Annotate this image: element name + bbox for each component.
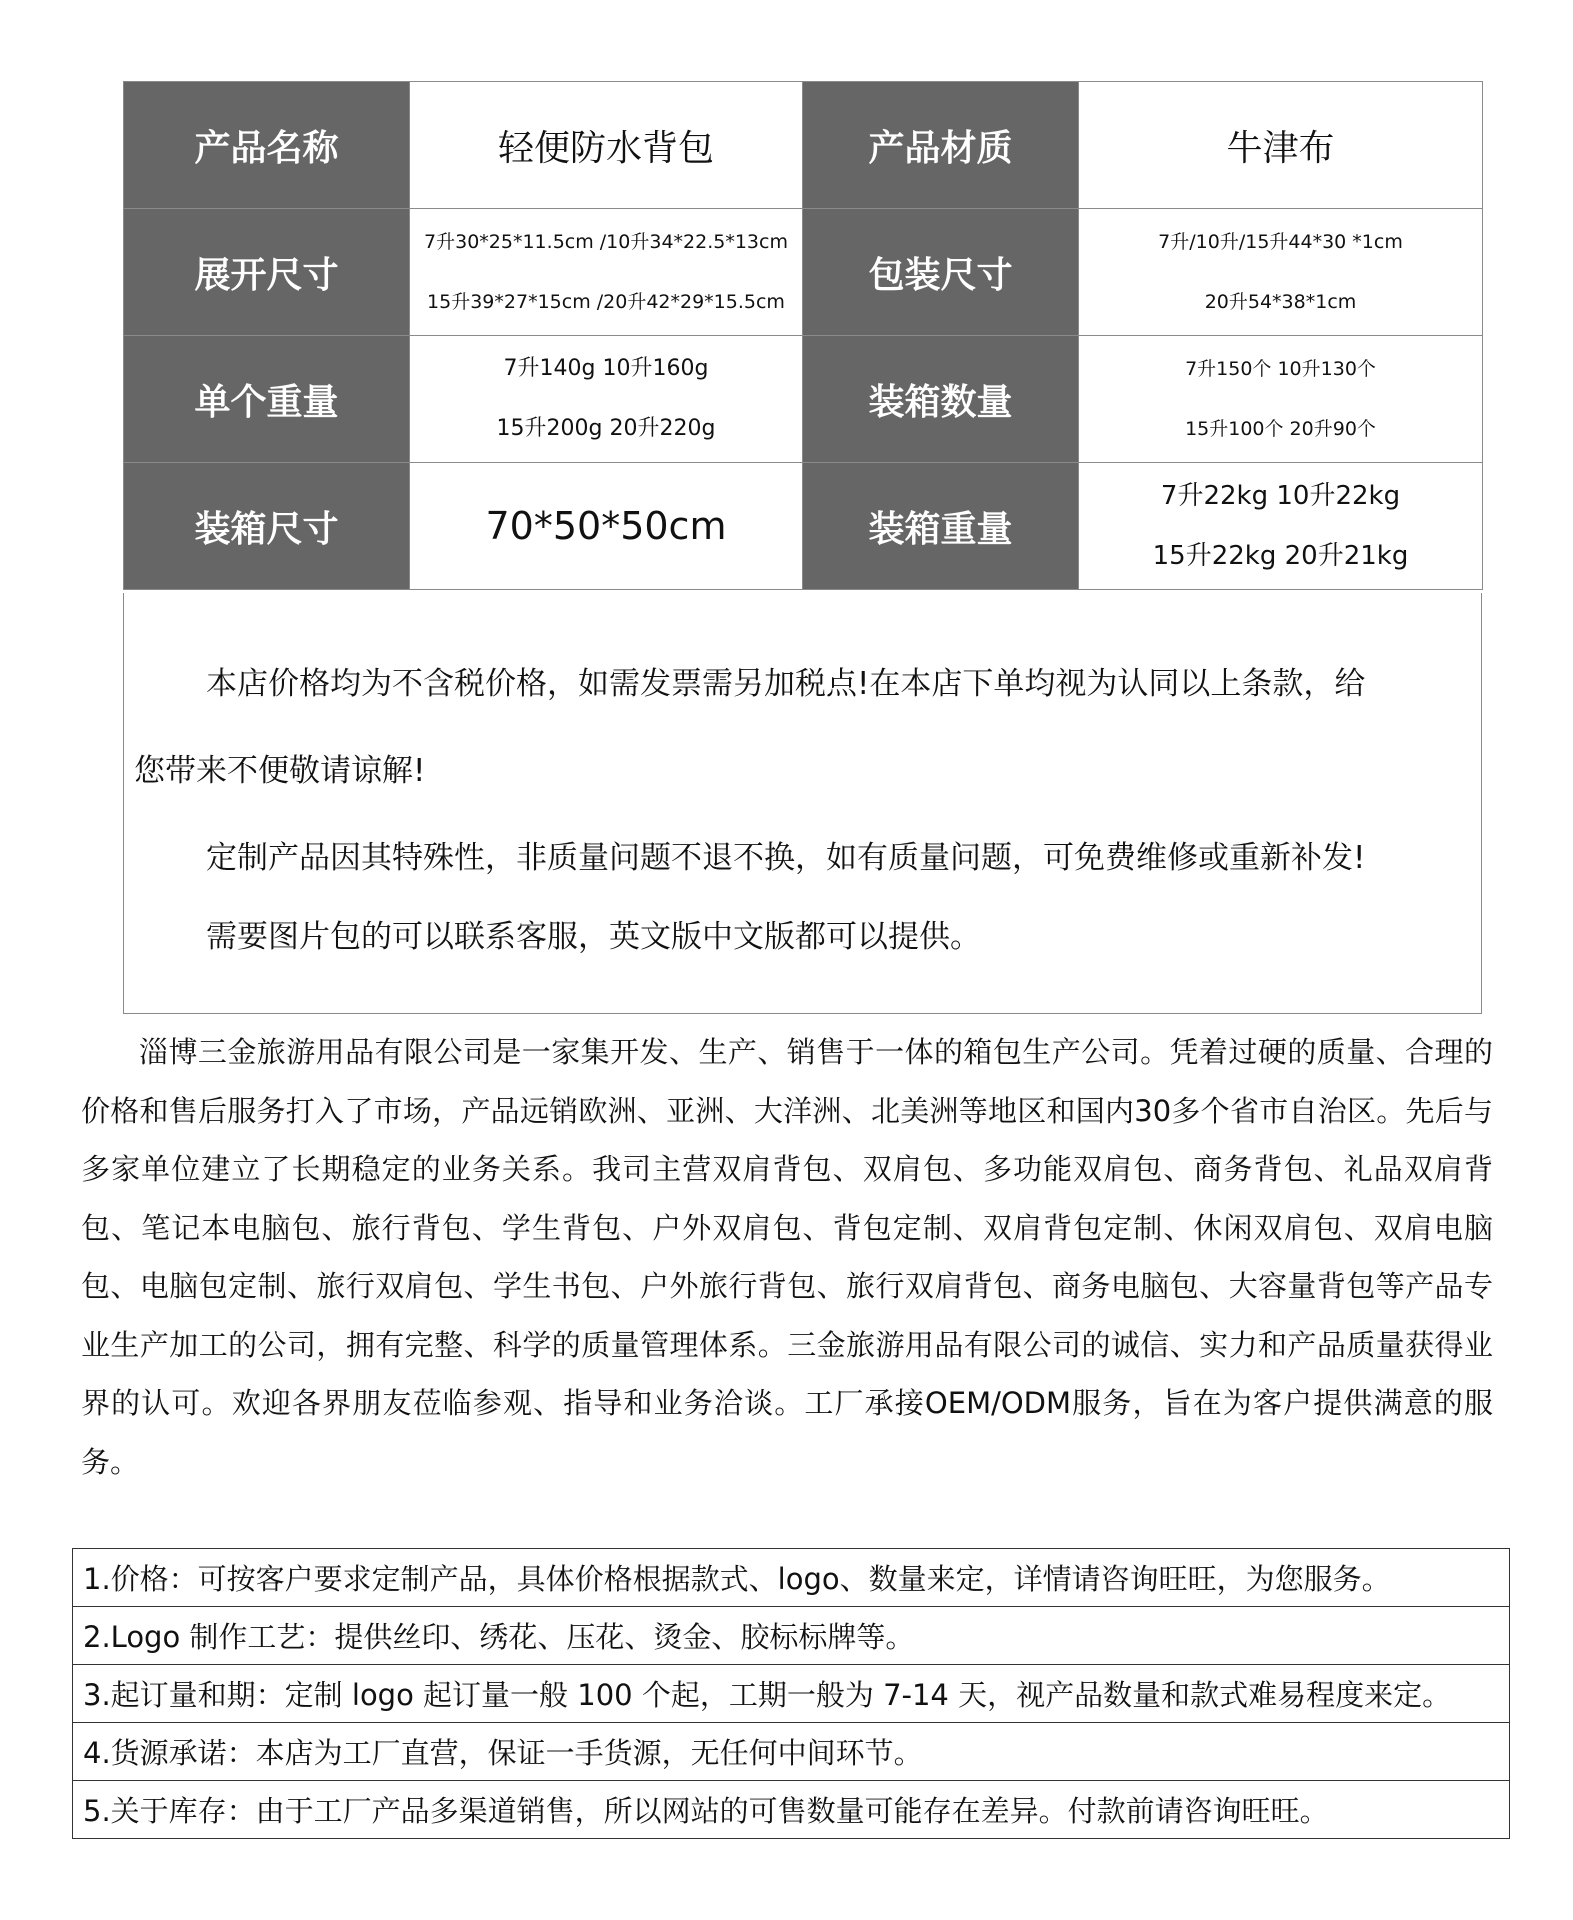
spec-label-carton-weight: 装箱重量 (803, 463, 1079, 590)
spec-label-unfolded-size: 展开尺寸 (124, 209, 410, 336)
term-supply-promise: 4.货源承诺：本店为工厂直营，保证一手货源，无任何中间环节。 (73, 1723, 1510, 1781)
spec-label-carton-quantity: 装箱数量 (803, 336, 1079, 463)
spec-label-package-size: 包装尺寸 (803, 209, 1079, 336)
terms-row (73, 1781, 1510, 1839)
term-moq-leadtime: 3.起订量和期：定制 logo 起订量一般 100 个起，工期一般为 7-14 天，视产品数量和款式难易程度来定。 (73, 1665, 1510, 1723)
spec-value-carton-quantity: 7升150个 10升130个 15升100个 20升90个 (1079, 336, 1483, 463)
terms-row (73, 1665, 1510, 1723)
company-introduction: 淄博三金旅游用品有限公司是一家集开发、生产、销售于一体的箱包生产公司。凭着过硬的质量、合理的价格和售后服务打入了市场，产品远销欧洲、亚洲、大洋洲、北美洲等地区和国内30多个省市自治区。先后与多家单位建立了长期稳定的业务关系。我司主营双肩背包、双肩包、多功能双肩包、商务背包、礼品双肩背包、笔记本电脑包、旅行背包、学生背包、户外双肩包、背包定制、双肩背包定制、休闲双肩包、双肩电脑包、电脑包定制、旅行双肩包、学生书包、户外旅行背包、旅行双肩背包、商务电脑包、大容量背包等产品专业生产加工的公司，拥有完整、科学的质量管理体系。三金旅游用品有限公司的诚信、实力和产品质量获得业界的认可。欢迎各界朋友莅临参观、指导和业务洽谈。工厂承接OEM/ODM服务，旨在为客户提供满意的服务。 (81, 1035, 1493, 1479)
spec-label-carton-size: 装箱尺寸 (124, 463, 410, 590)
spec-value-product-name: 轻便防水背包 (410, 82, 803, 209)
terms-row (73, 1607, 1510, 1665)
notice-tax-text: 本店价格均为不含税价格，如需发票需另加税点!在本店下单均视为认同以上条款，给 (206, 666, 1366, 702)
spec-value-material: 牛津布 (1079, 82, 1483, 209)
terms-list (72, 1548, 1510, 1839)
product-spec-table (123, 81, 1483, 590)
spec-row-size (124, 209, 1483, 336)
spec-value-carton-weight: 7升22kg 10升22kg 15升22kg 20升21kg (1079, 463, 1483, 590)
spec-label-product-name: 产品名称 (124, 82, 410, 209)
spec-value-unit-weight: 7升140g 10升160g 15升200g 20升220g (410, 336, 803, 463)
spec-value-carton-size: 70*50*50cm (410, 463, 803, 590)
term-logo-process: 2.Logo 制作工艺：提供丝印、绣花、压花、烫金、胶标标牌等。 (73, 1607, 1510, 1665)
term-price: 1.价格：可按客户要求定制产品，具体价格根据款式、logo、数量来定，详情请咨询旺旺，为您服务。 (73, 1549, 1510, 1607)
notice-custom-product-text: 定制产品因其特殊性，非质量问题不退不换，如有质量问题，可免费维修或重新补发! (206, 840, 1366, 876)
spec-label-unit-weight: 单个重量 (124, 336, 410, 463)
spec-row-weight (124, 336, 1483, 463)
notice-box (123, 593, 1482, 1014)
term-inventory: 5.关于库存：由于工厂产品多渠道销售，所以网站的可售数量可能存在差异。付款前请咨询旺旺。 (73, 1781, 1510, 1839)
spec-value-unfolded-size: 7升30*25*11.5cm /10升34*22.5*13cm 15升39*27*15cm /20升42*29*15.5cm (410, 209, 803, 336)
spec-row-carton (124, 463, 1483, 590)
terms-row (73, 1549, 1510, 1607)
spec-row-name (124, 82, 1483, 209)
spec-value-package-size: 7升/10升/15升44*30 *1cm 20升54*38*1cm (1079, 209, 1483, 336)
notice-tax-text-continued: 您带来不便敬请谅解! (134, 753, 426, 789)
spec-label-material: 产品材质 (803, 82, 1079, 209)
notice-image-pack-text: 需要图片包的可以联系客服，英文版中文版都可以提供。 (206, 919, 981, 955)
terms-row (73, 1723, 1510, 1781)
